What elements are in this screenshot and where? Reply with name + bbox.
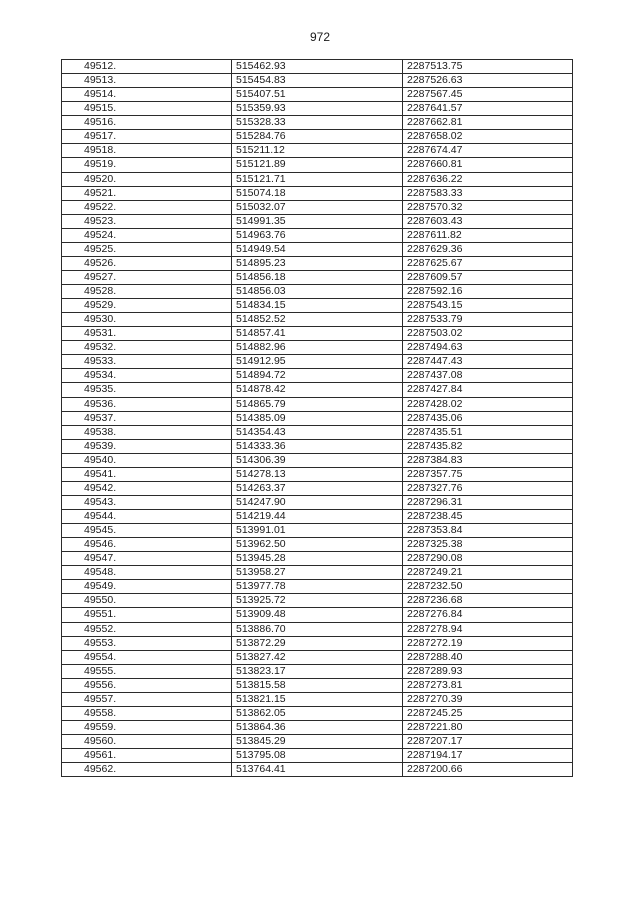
x-coordinate-cell: 515284.76 [232, 130, 403, 144]
x-coordinate-cell: 513977.78 [232, 580, 403, 594]
point-number-cell: 49537. [62, 411, 232, 425]
y-coordinate-cell: 2287427.84 [403, 383, 573, 397]
page-number: 972 [309, 30, 331, 44]
y-coordinate-cell: 2287674.47 [403, 144, 573, 158]
table-row [62, 116, 573, 130]
table-row [62, 144, 573, 158]
table-row [62, 172, 573, 186]
x-coordinate-cell: 514834.15 [232, 299, 403, 313]
point-number-cell: 49543. [62, 495, 232, 509]
table-row [62, 706, 573, 720]
y-coordinate-cell: 2287357.75 [403, 467, 573, 481]
table-row [62, 495, 573, 509]
x-coordinate-cell: 515032.07 [232, 200, 403, 214]
y-coordinate-cell: 2287567.45 [403, 88, 573, 102]
x-coordinate-cell: 513815.58 [232, 678, 403, 692]
point-number-cell: 49527. [62, 270, 232, 284]
x-coordinate-cell: 513795.08 [232, 749, 403, 763]
point-number-cell: 49517. [62, 130, 232, 144]
x-coordinate-cell: 514247.90 [232, 495, 403, 509]
y-coordinate-cell: 2287296.31 [403, 495, 573, 509]
point-number-cell: 49541. [62, 467, 232, 481]
x-coordinate-cell: 514912.95 [232, 355, 403, 369]
x-coordinate-cell: 513764.41 [232, 763, 403, 777]
x-coordinate-cell: 514895.23 [232, 256, 403, 270]
table-row [62, 383, 573, 397]
point-number-cell: 49540. [62, 453, 232, 467]
table-row [62, 130, 573, 144]
y-coordinate-cell: 2287249.21 [403, 566, 573, 580]
x-coordinate-cell: 514949.54 [232, 242, 403, 256]
table-row [62, 341, 573, 355]
table-row [62, 552, 573, 566]
y-coordinate-cell: 2287273.81 [403, 678, 573, 692]
x-coordinate-cell: 514856.18 [232, 270, 403, 284]
point-number-cell: 49556. [62, 678, 232, 692]
x-coordinate-cell: 513862.05 [232, 706, 403, 720]
y-coordinate-cell: 2287194.17 [403, 749, 573, 763]
x-coordinate-cell: 515462.93 [232, 60, 403, 74]
point-number-cell: 49518. [62, 144, 232, 158]
coordinates-table-body [62, 60, 573, 777]
x-coordinate-cell: 514857.41 [232, 327, 403, 341]
x-coordinate-cell: 513886.70 [232, 622, 403, 636]
table-row [62, 369, 573, 383]
x-coordinate-cell: 514991.35 [232, 214, 403, 228]
point-number-cell: 49528. [62, 285, 232, 299]
point-number-cell: 49554. [62, 650, 232, 664]
point-number-cell: 49557. [62, 692, 232, 706]
x-coordinate-cell: 515121.71 [232, 172, 403, 186]
y-coordinate-cell: 2287609.57 [403, 270, 573, 284]
point-number-cell: 49514. [62, 88, 232, 102]
table-row [62, 228, 573, 242]
table-row [62, 299, 573, 313]
point-number-cell: 49546. [62, 538, 232, 552]
table-row [62, 453, 573, 467]
y-coordinate-cell: 2287272.19 [403, 636, 573, 650]
y-coordinate-cell: 2287513.75 [403, 60, 573, 74]
point-number-cell: 49545. [62, 524, 232, 538]
point-number-cell: 49549. [62, 580, 232, 594]
x-coordinate-cell: 514306.39 [232, 453, 403, 467]
point-number-cell: 49525. [62, 242, 232, 256]
x-coordinate-cell: 514333.36 [232, 439, 403, 453]
y-coordinate-cell: 2287447.43 [403, 355, 573, 369]
y-coordinate-cell: 2287353.84 [403, 524, 573, 538]
x-coordinate-cell: 513945.28 [232, 552, 403, 566]
x-coordinate-cell: 514263.37 [232, 481, 403, 495]
y-coordinate-cell: 2287288.40 [403, 650, 573, 664]
y-coordinate-cell: 2287603.43 [403, 214, 573, 228]
point-number-cell: 49523. [62, 214, 232, 228]
table-row [62, 566, 573, 580]
point-number-cell: 49560. [62, 735, 232, 749]
table-row [62, 678, 573, 692]
x-coordinate-cell: 513962.50 [232, 538, 403, 552]
y-coordinate-cell: 2287276.84 [403, 608, 573, 622]
table-row [62, 749, 573, 763]
table-row [62, 285, 573, 299]
table-row [62, 102, 573, 116]
y-coordinate-cell: 2287290.08 [403, 552, 573, 566]
table-row [62, 510, 573, 524]
table-row [62, 397, 573, 411]
point-number-cell: 49515. [62, 102, 232, 116]
table-row [62, 608, 573, 622]
y-coordinate-cell: 2287660.81 [403, 158, 573, 172]
x-coordinate-cell: 514882.96 [232, 341, 403, 355]
table-row [62, 214, 573, 228]
y-coordinate-cell: 2287428.02 [403, 397, 573, 411]
table-row [62, 439, 573, 453]
y-coordinate-cell: 2287641.57 [403, 102, 573, 116]
point-number-cell: 49512. [62, 60, 232, 74]
x-coordinate-cell: 515211.12 [232, 144, 403, 158]
table-row [62, 327, 573, 341]
table-row [62, 622, 573, 636]
table-row [62, 88, 573, 102]
y-coordinate-cell: 2287236.68 [403, 594, 573, 608]
x-coordinate-cell: 513925.72 [232, 594, 403, 608]
y-coordinate-cell: 2287435.82 [403, 439, 573, 453]
y-coordinate-cell: 2287543.15 [403, 299, 573, 313]
point-number-cell: 49542. [62, 481, 232, 495]
table-row [62, 720, 573, 734]
point-number-cell: 49553. [62, 636, 232, 650]
table-row [62, 650, 573, 664]
point-number-cell: 49521. [62, 186, 232, 200]
table-row [62, 270, 573, 284]
table-row [62, 636, 573, 650]
point-number-cell: 49519. [62, 158, 232, 172]
y-coordinate-cell: 2287221.80 [403, 720, 573, 734]
table-row [62, 664, 573, 678]
x-coordinate-cell: 514354.43 [232, 425, 403, 439]
y-coordinate-cell: 2287592.16 [403, 285, 573, 299]
x-coordinate-cell: 515074.18 [232, 186, 403, 200]
table-row [62, 524, 573, 538]
y-coordinate-cell: 2287570.32 [403, 200, 573, 214]
y-coordinate-cell: 2287289.93 [403, 664, 573, 678]
x-coordinate-cell: 514219.44 [232, 510, 403, 524]
point-number-cell: 49544. [62, 510, 232, 524]
y-coordinate-cell: 2287278.94 [403, 622, 573, 636]
point-number-cell: 49529. [62, 299, 232, 313]
x-coordinate-cell: 514856.03 [232, 285, 403, 299]
point-number-cell: 49561. [62, 749, 232, 763]
y-coordinate-cell: 2287270.39 [403, 692, 573, 706]
point-number-cell: 49536. [62, 397, 232, 411]
point-number-cell: 49516. [62, 116, 232, 130]
x-coordinate-cell: 515328.33 [232, 116, 403, 130]
table-row [62, 242, 573, 256]
point-number-cell: 49548. [62, 566, 232, 580]
y-coordinate-cell: 2287533.79 [403, 313, 573, 327]
y-coordinate-cell: 2287494.63 [403, 341, 573, 355]
x-coordinate-cell: 513909.48 [232, 608, 403, 622]
point-number-cell: 49520. [62, 172, 232, 186]
point-number-cell: 49559. [62, 720, 232, 734]
point-number-cell: 49538. [62, 425, 232, 439]
y-coordinate-cell: 2287232.50 [403, 580, 573, 594]
y-coordinate-cell: 2287325.38 [403, 538, 573, 552]
y-coordinate-cell: 2287611.82 [403, 228, 573, 242]
table-row [62, 481, 573, 495]
table-row [62, 425, 573, 439]
point-number-cell: 49522. [62, 200, 232, 214]
x-coordinate-cell: 515121.89 [232, 158, 403, 172]
table-row [62, 74, 573, 88]
point-number-cell: 49534. [62, 369, 232, 383]
y-coordinate-cell: 2287583.33 [403, 186, 573, 200]
x-coordinate-cell: 513872.29 [232, 636, 403, 650]
y-coordinate-cell: 2287435.06 [403, 411, 573, 425]
point-number-cell: 49532. [62, 341, 232, 355]
point-number-cell: 49533. [62, 355, 232, 369]
y-coordinate-cell: 2287526.63 [403, 74, 573, 88]
y-coordinate-cell: 2287384.83 [403, 453, 573, 467]
x-coordinate-cell: 514865.79 [232, 397, 403, 411]
table-row [62, 60, 573, 74]
x-coordinate-cell: 515407.51 [232, 88, 403, 102]
x-coordinate-cell: 514894.72 [232, 369, 403, 383]
table-row [62, 538, 573, 552]
point-number-cell: 49555. [62, 664, 232, 678]
y-coordinate-cell: 2287207.17 [403, 735, 573, 749]
table-row [62, 411, 573, 425]
x-coordinate-cell: 515454.83 [232, 74, 403, 88]
table-row [62, 580, 573, 594]
x-coordinate-cell: 514878.42 [232, 383, 403, 397]
y-coordinate-cell: 2287662.81 [403, 116, 573, 130]
y-coordinate-cell: 2287503.02 [403, 327, 573, 341]
x-coordinate-cell: 513958.27 [232, 566, 403, 580]
y-coordinate-cell: 2287629.36 [403, 242, 573, 256]
y-coordinate-cell: 2287238.45 [403, 510, 573, 524]
x-coordinate-cell: 513821.15 [232, 692, 403, 706]
point-number-cell: 49547. [62, 552, 232, 566]
y-coordinate-cell: 2287625.67 [403, 256, 573, 270]
x-coordinate-cell: 513991.01 [232, 524, 403, 538]
point-number-cell: 49535. [62, 383, 232, 397]
x-coordinate-cell: 514385.09 [232, 411, 403, 425]
y-coordinate-cell: 2287636.22 [403, 172, 573, 186]
point-number-cell: 49530. [62, 313, 232, 327]
x-coordinate-cell: 514852.52 [232, 313, 403, 327]
x-coordinate-cell: 513827.42 [232, 650, 403, 664]
point-number-cell: 49524. [62, 228, 232, 242]
table-row [62, 256, 573, 270]
y-coordinate-cell: 2287435.51 [403, 425, 573, 439]
table-row [62, 200, 573, 214]
table-row [62, 158, 573, 172]
point-number-cell: 49513. [62, 74, 232, 88]
point-number-cell: 49539. [62, 439, 232, 453]
y-coordinate-cell: 2287658.02 [403, 130, 573, 144]
table-row [62, 692, 573, 706]
table-row [62, 735, 573, 749]
x-coordinate-cell: 514963.76 [232, 228, 403, 242]
table-row [62, 594, 573, 608]
point-number-cell: 49558. [62, 706, 232, 720]
point-number-cell: 49562. [62, 763, 232, 777]
point-number-cell: 49526. [62, 256, 232, 270]
table-row [62, 186, 573, 200]
point-number-cell: 49552. [62, 622, 232, 636]
y-coordinate-cell: 2287200.66 [403, 763, 573, 777]
table-row [62, 763, 573, 777]
x-coordinate-cell: 513864.36 [232, 720, 403, 734]
coordinates-table [61, 59, 573, 777]
x-coordinate-cell: 515359.93 [232, 102, 403, 116]
x-coordinate-cell: 513845.29 [232, 735, 403, 749]
point-number-cell: 49550. [62, 594, 232, 608]
y-coordinate-cell: 2287437.08 [403, 369, 573, 383]
point-number-cell: 49551. [62, 608, 232, 622]
table-row [62, 313, 573, 327]
table-row [62, 355, 573, 369]
x-coordinate-cell: 514278.13 [232, 467, 403, 481]
point-number-cell: 49531. [62, 327, 232, 341]
y-coordinate-cell: 2287327.76 [403, 481, 573, 495]
x-coordinate-cell: 513823.17 [232, 664, 403, 678]
table-row [62, 467, 573, 481]
y-coordinate-cell: 2287245.25 [403, 706, 573, 720]
